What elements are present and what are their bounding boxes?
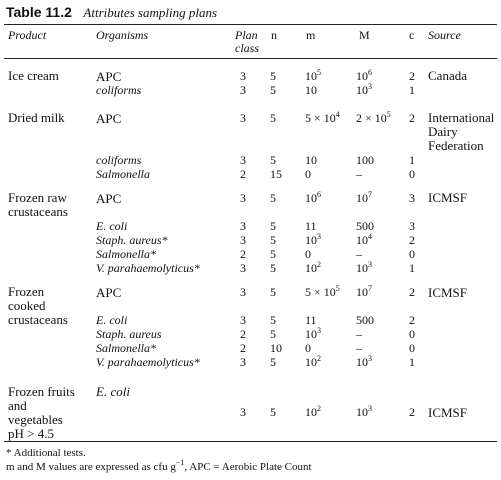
m-base: 10	[305, 153, 317, 167]
M-exponent: 5	[386, 110, 391, 119]
M-value	[356, 112, 391, 125]
M-value	[356, 262, 372, 275]
m-value	[305, 342, 311, 355]
acceptance-c: 0	[409, 341, 415, 355]
plan-class: 3	[240, 219, 246, 233]
plan-class: 3	[240, 233, 246, 247]
m-base: 11	[305, 313, 317, 327]
header-plan-class-2: class	[235, 41, 259, 55]
acceptance-c: 3	[409, 219, 415, 233]
m-value	[305, 262, 321, 275]
M-value	[356, 314, 374, 327]
acceptance-c: 2	[409, 111, 415, 125]
sample-size-n: 5	[270, 153, 276, 167]
M-exponent: 3	[368, 354, 372, 363]
header-m-lower: m	[306, 28, 316, 42]
m-value	[305, 192, 321, 205]
m-base: 10	[305, 405, 317, 419]
footnote-additional: * Additional tests.	[6, 447, 86, 459]
M-base: 10	[356, 69, 368, 83]
M-base: 500	[356, 313, 374, 327]
plan-class: 3	[240, 83, 246, 97]
m-base: 10	[305, 233, 317, 247]
plan-class: 2	[240, 341, 246, 355]
organism: Staph. aureus	[96, 327, 162, 341]
M-base: 10	[356, 285, 368, 299]
M-base: 100	[356, 153, 374, 167]
table-title	[6, 4, 217, 22]
organism: APC	[96, 191, 122, 206]
m-value	[305, 112, 340, 125]
plan-class: 3	[240, 405, 246, 419]
acceptance-c: 1	[409, 261, 415, 275]
source-name: ICMSF	[428, 190, 468, 205]
header-plan-class-1: Plan	[235, 28, 258, 42]
source-name: Canada	[428, 68, 467, 83]
product-name: crustaceans	[8, 312, 68, 327]
sample-size-n: 5	[270, 219, 276, 233]
source-name: Federation	[428, 138, 484, 153]
acceptance-c: 0	[409, 327, 415, 341]
plan-class: 3	[240, 69, 246, 83]
M-base: 10	[356, 261, 368, 275]
M-base: 10	[356, 355, 368, 369]
M-value	[356, 154, 374, 167]
M-value	[356, 248, 362, 261]
m-exponent: 5	[317, 68, 321, 77]
M-base: 500	[356, 219, 374, 233]
plan-class: 3	[240, 153, 246, 167]
product-name: cooked	[8, 298, 46, 313]
M-value	[356, 356, 372, 369]
M-exponent: 6	[368, 68, 372, 77]
header-product: Product	[8, 28, 47, 42]
M-value	[356, 286, 372, 299]
table-number: Table 11.2	[6, 4, 72, 20]
top-rule	[4, 24, 497, 25]
acceptance-c: 2	[409, 405, 415, 419]
m-base: 10	[305, 191, 317, 205]
organism: V. parahaemolyticus*	[96, 261, 200, 275]
m-value	[305, 356, 321, 369]
organism: coliforms	[96, 83, 142, 97]
m-base: 0	[305, 167, 311, 181]
m-base: 0	[305, 247, 311, 261]
acceptance-c: 0	[409, 247, 415, 261]
M-value	[356, 192, 372, 205]
M-value	[356, 84, 372, 97]
acceptance-c: 1	[409, 153, 415, 167]
sample-size-n: 5	[270, 111, 276, 125]
acceptance-c: 2	[409, 285, 415, 299]
product-name: Ice cream	[8, 68, 59, 83]
m-value	[305, 220, 317, 233]
bottom-rule	[4, 441, 497, 442]
plan-class: 3	[240, 355, 246, 369]
sample-size-n: 5	[270, 313, 276, 327]
product-name: pH > 4.5	[8, 426, 54, 441]
sample-size-n: 5	[270, 191, 276, 205]
M-base: 10	[356, 405, 368, 419]
sample-size-n: 5	[270, 261, 276, 275]
organism: Salmonella*	[96, 247, 156, 261]
M-exponent: 7	[368, 284, 372, 293]
product-name: Frozen raw	[8, 190, 67, 205]
m-value	[305, 314, 317, 327]
M-base: 10	[356, 83, 368, 97]
plan-class: 3	[240, 261, 246, 275]
m-base: 5 × 10	[305, 111, 336, 125]
sample-size-n: 10	[270, 341, 282, 355]
organism: APC	[96, 111, 122, 126]
organism: E. coli	[96, 313, 128, 327]
M-value	[356, 234, 372, 247]
M-base: –	[356, 247, 362, 261]
M-exponent: 3	[368, 260, 372, 269]
plan-class: 2	[240, 167, 246, 181]
product-name: and	[8, 398, 27, 413]
m-base: 10	[305, 261, 317, 275]
organism: Salmonella	[96, 167, 150, 181]
sample-size-n: 5	[270, 285, 276, 299]
M-value	[356, 406, 372, 419]
plan-class: 2	[240, 247, 246, 261]
product-name: crustaceans	[8, 204, 68, 219]
acceptance-c: 1	[409, 83, 415, 97]
organism: coliforms	[96, 153, 142, 167]
organism: Salmonella*	[96, 341, 156, 355]
sample-size-n: 5	[270, 327, 276, 341]
plan-class: 2	[240, 327, 246, 341]
m-base: 5 × 10	[305, 285, 336, 299]
m-base: 0	[305, 341, 311, 355]
m-base: 10	[305, 327, 317, 341]
m-value	[305, 168, 311, 181]
M-base: 10	[356, 191, 368, 205]
acceptance-c: 1	[409, 355, 415, 369]
plan-class: 3	[240, 285, 246, 299]
sample-size-n: 5	[270, 405, 276, 419]
m-value	[305, 286, 340, 299]
m-exponent: 4	[335, 110, 340, 119]
M-value	[356, 342, 362, 355]
header-m-upper: M	[359, 28, 370, 42]
m-exponent: 2	[317, 404, 321, 413]
m-exponent: 6	[317, 190, 321, 199]
header-organisms: Organisms	[96, 28, 149, 42]
product-name: vegetables	[8, 412, 63, 427]
M-exponent: 4	[368, 232, 372, 241]
acceptance-c: 2	[409, 233, 415, 247]
m-exponent: 3	[317, 232, 321, 241]
source-name: ICMSF	[428, 405, 468, 420]
m-value	[305, 70, 321, 83]
organism: APC	[96, 285, 122, 300]
M-value	[356, 328, 362, 341]
sample-size-n: 5	[270, 247, 276, 261]
M-base: 10	[356, 233, 368, 247]
sample-size-n: 5	[270, 83, 276, 97]
m-value	[305, 248, 311, 261]
M-exponent: 3	[368, 404, 372, 413]
m-exponent: 2	[317, 260, 321, 269]
source-name: International	[428, 110, 495, 125]
m-value	[305, 84, 317, 97]
organism: Staph. aureus*	[96, 233, 168, 247]
M-base: –	[356, 327, 362, 341]
M-exponent: 3	[368, 82, 372, 91]
M-base: –	[356, 341, 362, 355]
m-value	[305, 234, 321, 247]
table-caption: Attributes sampling plans	[83, 5, 218, 20]
m-base: 11	[305, 219, 317, 233]
acceptance-c: 0	[409, 167, 415, 181]
sample-size-n: 5	[270, 355, 276, 369]
m-exponent: 5	[335, 284, 340, 293]
M-exponent: 7	[368, 190, 372, 199]
source-name: ICMSF	[428, 285, 468, 300]
m-value	[305, 406, 321, 419]
footnote-units: m and M values are expressed as cfu $g^{-1}$, APC = Aerobic Plate Count	[6, 458, 312, 473]
plan-class: 3	[240, 111, 246, 125]
m-base: 10	[305, 69, 317, 83]
sample-size-n: 5	[270, 233, 276, 247]
acceptance-c: 2	[409, 313, 415, 327]
acceptance-c: 3	[409, 191, 415, 205]
header-rule	[4, 58, 497, 59]
header-source: Source	[428, 28, 461, 42]
m-value	[305, 328, 321, 341]
m-exponent: 3	[317, 326, 321, 335]
product-name: Frozen	[8, 284, 45, 299]
header-c: c	[409, 28, 415, 42]
plan-class: 3	[240, 191, 246, 205]
M-value	[356, 168, 362, 181]
organism: V. parahaemolyticus*	[96, 355, 200, 369]
m-base: 10	[305, 83, 317, 97]
m-value	[305, 154, 317, 167]
M-base: –	[356, 167, 362, 181]
organism: E. coli	[96, 219, 128, 233]
organism: E. coli	[96, 384, 130, 399]
M-base: 2 × 10	[356, 111, 387, 125]
product-name: Dried milk	[8, 110, 65, 125]
product-name: Frozen fruits	[8, 384, 75, 399]
organism: APC	[96, 69, 122, 84]
source-name: Dairy	[428, 124, 458, 139]
sample-size-n: 15	[270, 167, 282, 181]
m-exponent: 2	[317, 354, 321, 363]
plan-class: 3	[240, 313, 246, 327]
acceptance-c: 2	[409, 69, 415, 83]
header-n: n	[271, 28, 277, 42]
sample-size-n: 5	[270, 69, 276, 83]
m-base: 10	[305, 355, 317, 369]
